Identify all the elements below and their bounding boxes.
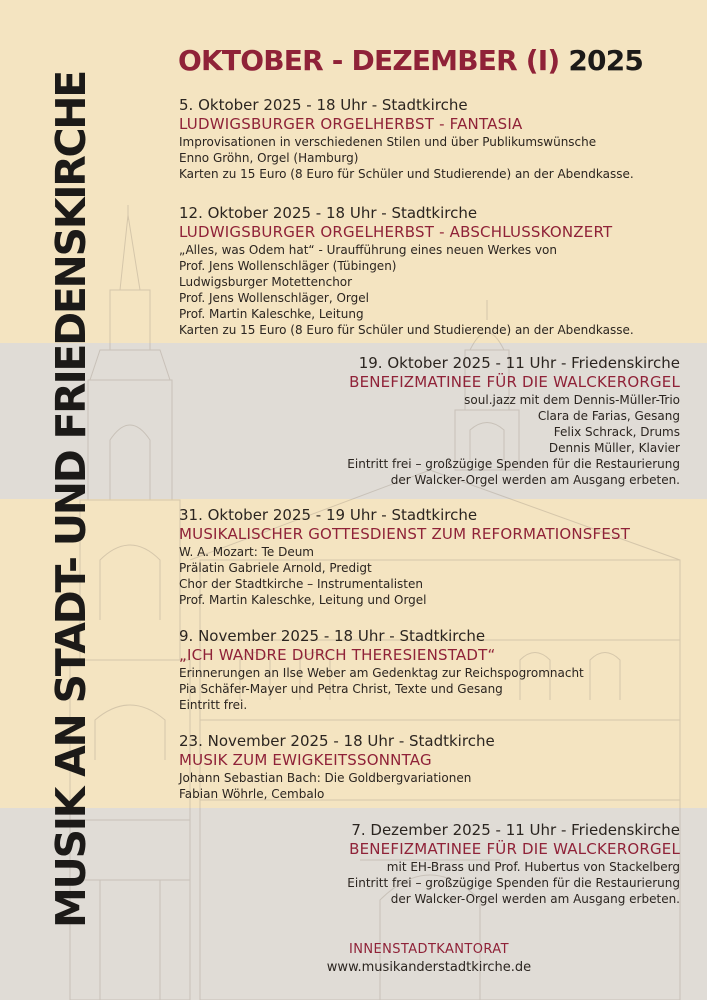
event-date: 5. Oktober 2025 - 18 Uhr - Stadtkirche — [179, 96, 468, 114]
event-date: 19. Oktober 2025 - 11 Uhr - Friedenskirche — [358, 354, 680, 372]
event-7 — [347, 820, 680, 907]
event-line: Eintritt frei – großzügige Spenden für die Restaurierung — [347, 457, 680, 471]
event-line: der Walcker-Orgel werden am Ausgang erbeten. — [390, 473, 680, 487]
event-line: Felix Schrack, Drums — [553, 425, 680, 439]
event-4 — [179, 505, 630, 608]
event-line: Enno Gröhn, Orgel (Hamburg) — [179, 151, 359, 165]
event-line: Chor der Stadtkirche – Instrumentalisten — [179, 577, 423, 591]
event-line: Erinnerungen an Ilse Weber am Gedenktag zur Reichspogromnacht — [179, 666, 584, 680]
event-line: mit EH-Brass und Prof. Hubertus von Stackelberg — [386, 860, 680, 874]
event-line: Ludwigsburger Motettenchor — [179, 275, 353, 289]
event-line: Eintritt frei. — [179, 698, 248, 712]
footer-website-link[interactable]: www.musikanderstadtkirche.de — [326, 960, 532, 975]
page-title — [178, 44, 643, 77]
event-1 — [179, 95, 634, 182]
event-line: „Alles, was Odem hat“ - Uraufführung eines neuen Werkes von — [179, 243, 557, 257]
event-date: 9. November 2025 - 18 Uhr - Stadtkirche — [179, 627, 486, 645]
event-line: Karten zu 15 Euro (8 Euro für Schüler und Studierende) an der Abendkasse. — [179, 167, 634, 181]
event-date: 31. Oktober 2025 - 19 Uhr - Stadtkirche — [179, 506, 478, 524]
event-line: Prof. Martin Kaleschke, Leitung — [179, 307, 364, 321]
event-line: Prof. Jens Wollenschläger, Orgel — [179, 291, 369, 305]
title-months: OKTOBER - DEZEMBER (I) — [178, 44, 560, 77]
event-line: Johann Sebastian Bach: Die Goldbergvariationen — [179, 771, 472, 785]
event-line: Dennis Müller, Klavier — [548, 441, 680, 455]
event-6 — [179, 731, 495, 802]
event-line: Fabian Wöhrle, Cembalo — [179, 787, 325, 801]
event-line: Clara de Farias, Gesang — [537, 409, 680, 423]
event-5 — [179, 626, 584, 713]
event-line: Prof. Martin Kaleschke, Leitung und Orgel — [179, 593, 427, 607]
event-line: Prof. Jens Wollenschläger (Tübingen) — [179, 259, 397, 273]
event-title: BENEFIZMATINEE FÜR DIE WALCKERORGEL — [349, 840, 680, 858]
event-line: Eintritt frei – großzügige Spenden für die Restaurierung — [347, 876, 680, 890]
event-line: Karten zu 15 Euro (8 Euro für Schüler und Studierende) an der Abendkasse. — [179, 323, 634, 337]
event-title: MUSIK ZUM EWIGKEITSSONNTAG — [179, 751, 432, 769]
event-title: LUDWIGSBURGER ORGELHERBST - ABSCHLUSSKONZERT — [179, 223, 613, 241]
event-line: Prälatin Gabriele Arnold, Predigt — [179, 561, 372, 575]
vertical-title: MUSIK AN STADT- UND FRIEDENSKIRCHE — [47, 72, 95, 928]
event-title: „ICH WANDRE DURCH THERESIENSTADT“ — [179, 646, 496, 664]
event-date: 23. November 2025 - 18 Uhr - Stadtkirche — [179, 732, 495, 750]
event-title: BENEFIZMATINEE FÜR DIE WALCKERORGEL — [349, 373, 680, 391]
event-line: soul.jazz mit dem Dennis-Müller-Trio — [464, 393, 680, 407]
title-year: 2025 — [568, 44, 644, 77]
event-date: 7. Dezember 2025 - 11 Uhr - Friedenskirche — [351, 821, 680, 839]
event-line: W. A. Mozart: Te Deum — [179, 545, 314, 559]
event-2 — [179, 203, 634, 338]
footer-org: INNENSTADTKANTORAT — [349, 942, 509, 957]
event-date: 12. Oktober 2025 - 18 Uhr - Stadtkirche — [179, 204, 478, 222]
event-line: Pia Schäfer-Mayer und Petra Christ, Texte und Gesang — [179, 682, 503, 696]
event-title: LUDWIGSBURGER ORGELHERBST - FANTASIA — [179, 115, 523, 133]
event-3 — [347, 353, 680, 488]
event-line: der Walcker-Orgel werden am Ausgang erbeten. — [390, 892, 680, 906]
event-title: MUSIKALISCHER GOTTESDIENST ZUM REFORMATIONSFEST — [179, 525, 631, 543]
event-line: Improvisationen in verschiedenen Stilen und über Publikumswünsche — [179, 135, 597, 149]
footer — [327, 941, 531, 977]
